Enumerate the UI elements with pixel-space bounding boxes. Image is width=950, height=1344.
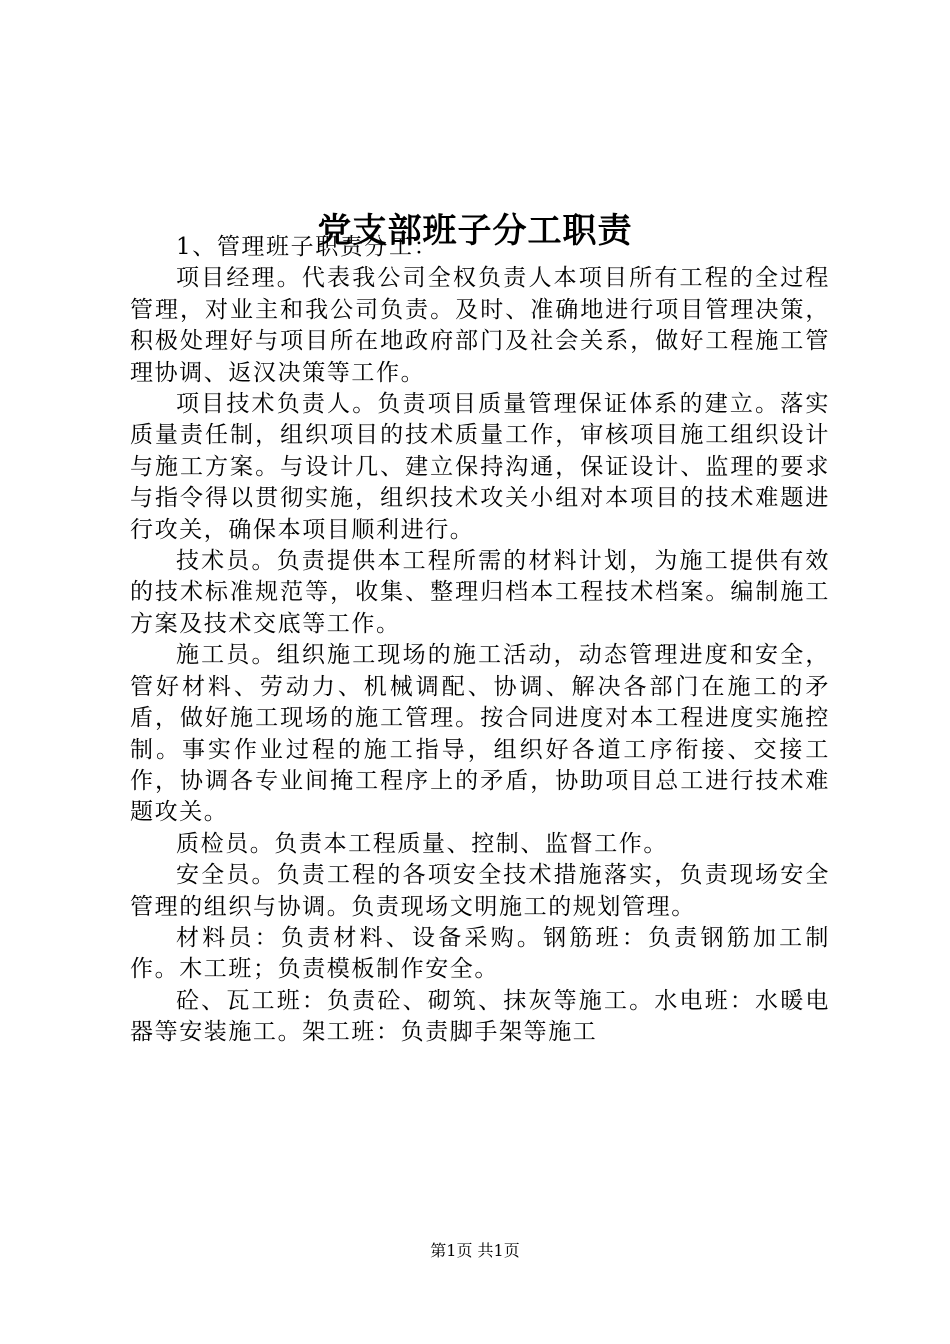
document-body: [130, 232, 830, 1049]
paragraph-construction-worker: 施工员。组织施工现场的施工活动，动态管理进度和安全，管好材料、劳动力、机械调配、协调、解决各部门在施工的矛盾，做好施工现场的施工管理。按合同进度对本工程进度实施控制。事实作业过程的施工指导，组织好各道工序衔接、交接工作，协调各专业间掩工程序上的矛盾，协助项目总工进行技术难题攻关。: [130, 642, 830, 826]
page-title: 党支部班子分工职责: [317, 210, 633, 251]
page-footer: 第1页 共1页: [430, 1241, 520, 1260]
paragraph-materials-officer: 材料员：负责材料、设备采购。钢筋班：负责钢筋加工制作。木工班；负责模板制作安全。: [130, 924, 830, 983]
paragraph-work-teams: 砼、瓦工班：负责砼、砌筑、抹灰等施工。水电班：水暖电器等安装施工。架工班：负责脚手架等施工: [130, 987, 830, 1046]
paragraph-technical-lead: 项目技术负责人。负责项目质量管理保证体系的建立。落实质量责任制，组织项目的技术质量工作，审核项目施工组织设计与施工方案。与设计几、建立保持沟通，保证设计、监理的要求与指令得以贯彻实施，组织技术攻关小组对本项目的技术难题进行攻关，确保本项目顺利进行。: [130, 391, 830, 543]
paragraph-technician: 技术员。负责提供本工程所需的材料计划，为施工提供有效的技术标准规范等，收集、整理归档本工程技术档案。编制施工方案及技术交底等工作。: [130, 548, 830, 637]
section-heading: 1、管理班子职责分工：: [176, 234, 439, 260]
paragraph-safety-officer: 安全员。负责工程的各项安全技术措施落实，负责现场安全管理的组织与协调。负责现场文明施工的规划管理。: [130, 862, 830, 920]
paragraph-project-manager: 项目经理。代表我公司全权负责人本项目所有工程的全过程管理，对业主和我公司负责。及时、准确地进行项目管理决策，积极处理好与项目所在地政府部门及社会关系，做好工程施工管理协调、返汉决策等工作。: [130, 265, 830, 386]
paragraph-quality-inspector: 质检员。负责本工程质量、控制、监督工作。: [176, 830, 668, 857]
